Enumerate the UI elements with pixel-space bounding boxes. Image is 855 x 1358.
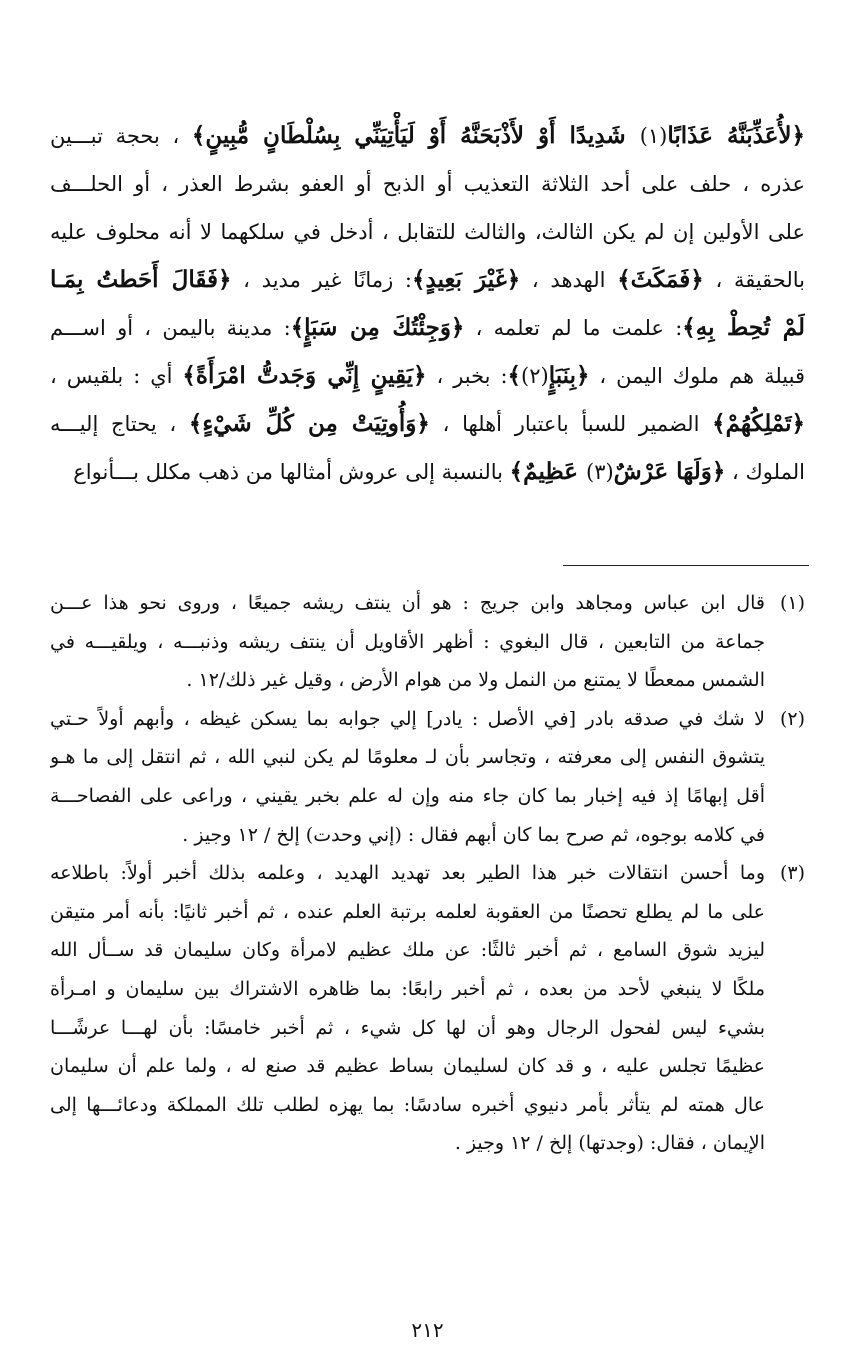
commentary-text: عذره ، حلف على أحد الثلاثة التعذيب أو الذبح أو العفو بشرط العذر ، أو الحلـــف: [50, 172, 805, 196]
quran-text: لَمْ تُحِطْ بِهِ﴾: [682, 314, 805, 341]
footnote-text: عظيمًا تجلس عليه ، و قد كان لسليمان بساط عظيم قد صنع له ، ولما علم أن سليمان: [50, 1055, 765, 1078]
footnote-number: (٣): [779, 862, 805, 885]
main-text-line: [50, 448, 805, 496]
quran-text: ﴿فَمَكَثَ﴾: [617, 266, 704, 293]
footnotes: [50, 584, 805, 1163]
footnote-text: بشيء ليس لفحول الرجال وهو أن لها كل شيء ، ثم أخبر خامسًا: بأن لهـــا عرشًـــا: [50, 1016, 765, 1039]
main-text-line: [50, 400, 805, 448]
page-number: ٢١٢: [411, 1318, 444, 1342]
footnote-text: أقل إبهامًا إذ فيه إخبار بما كان جاء منه وإن له علم بخبر يقيني ، وراعى على الفصاحـــة: [50, 784, 765, 807]
quran-text: ﴿غَيْرَ بَعِيدٍ﴾: [412, 266, 521, 293]
footnote-line: [50, 893, 805, 932]
footnote-line: [50, 1047, 805, 1086]
footnote-text: عال همته لم يتأثر بأمر دنيوي أخبره سادسًا: بما يهزه لطلب تلك المملكة ودعائـــها إلى: [50, 1093, 765, 1116]
quran-text: ﴾: [507, 362, 522, 389]
commentary-text: (٣): [585, 460, 614, 484]
commentary-text: (١): [639, 124, 668, 148]
commentary-text: : بخبر ،: [426, 364, 508, 388]
footnote-line: [50, 816, 805, 855]
quran-text: ﴿لأُعَذِّبَنَّهُ عَذَابًا: [667, 122, 805, 149]
quran-text: ﴿وَلَهَا عَرْشٌ: [613, 458, 726, 485]
footnote-text: على ما لم يطلع تحصنًا من العقوبة لعلمه برتبة العلم عنده ، ثم أخبر ثانيًا: بأنه أمر متيقن: [50, 900, 765, 923]
footnote-line: [50, 623, 805, 662]
commentary-text: ، يحتاج إليـــه: [50, 412, 189, 436]
main-text-line: [50, 160, 805, 208]
commentary-text: قبيلة هم ملوك اليمن ،: [589, 364, 805, 388]
commentary-text: أي : بلقيس ،: [50, 364, 183, 388]
quran-text: ﴿تَمْلِكُهُمْ﴾: [712, 410, 805, 437]
commentary-text: على الأولين إن لم يكن الثالث، والثالث للتقابل ، أدخل في سلكهما لا أنه محلوف عليه: [50, 220, 805, 244]
main-text-line: [50, 112, 805, 160]
footnote-line: [50, 661, 805, 700]
footnote-line: [50, 1124, 805, 1163]
quran-text: ﴿يَقِينٍ إِنِّي وَجَدتُّ امْرَأَةً﴾: [182, 362, 427, 389]
footnote-text: ملكًا لا ينبغي لأحد من بعده ، ثم أخبر رابعًا: بما ظاهره الاشتراك بين سليمان و امـرأة: [50, 977, 765, 1000]
main-text-line: [50, 304, 805, 352]
footnote-text: الإيمان ، فقال: (وجدتها) إلخ / ١٢ وجيز .: [454, 1132, 765, 1155]
footnote-line: [50, 738, 805, 777]
footnote-line: [50, 1086, 805, 1125]
commentary-text: : علمت ما لم تعلمه ،: [464, 316, 683, 340]
main-text-line: [50, 208, 805, 256]
footnote-text: الشمس ممعطًا لا يمتنع من النمل ولا من هوام الأرض ، وقيل غير ذلك/١٢ .: [186, 669, 765, 692]
footnote-divider: [563, 565, 809, 566]
commentary-text: الضمير للسبأ باعتبار أهلها ،: [429, 412, 713, 436]
commentary-text: ، بحجة تبـــين: [50, 124, 192, 148]
main-text: [50, 112, 805, 496]
footnote-text: ليزيد شوق السامع ، ثم أخبر ثالثًا: عن ملك عظيم لامرأة وكان سليمان قد ســأل الله: [50, 939, 765, 962]
footnote-line: [50, 931, 805, 970]
quran-text: ﴿وَأُوتِيَتْ مِن كُلِّ شَيْءٍ﴾: [188, 410, 430, 437]
quran-text: ﴿فَقَالَ أَحَطتُ بِمَـا: [50, 266, 232, 293]
footnote-line: [50, 854, 805, 893]
footnote-line: [50, 700, 805, 739]
quran-text: ﴿بِنَبَإٍ: [548, 362, 590, 389]
commentary-text: بالنسبة إلى عروش أمثالها من ذهب مكلل بـــأنواع: [73, 460, 510, 484]
footnote-text: لا شك في صدقه بادر [في الأصل : يادر] إلي جوابه بما يسكن غيظه ، وأبهم أولاً حـتي: [50, 707, 765, 730]
footnote-text: يتشوق النفس إلى معرفته ، وتجاسر بأن لـ معلومًا لم يكن لنبي الله ، ثم انتقل إلى ما هـو: [50, 746, 765, 769]
footnote-line: [50, 970, 805, 1009]
commentary-text: الملوك ،: [725, 460, 805, 484]
commentary-text: بالحقيقة ،: [703, 268, 805, 292]
footnote-text: قال ابن عباس ومجاهد وابن جريج : هو أن ينتف ريشه جميعًا ، وروى نحو هذا عـــن: [50, 592, 765, 614]
footnote-number: (١): [779, 592, 805, 614]
footnote-line: [50, 584, 805, 623]
footnote-line: [50, 1009, 805, 1048]
commentary-text: (٢): [521, 364, 549, 388]
commentary-text: الهدهد ،: [520, 268, 618, 292]
footnote-text: وما أحسن انتقالات خبر هذا الطير بعد تهديد الهديد ، وعلمه بذلك أخبر أولاً: باطلاعه: [50, 862, 765, 885]
commentary-text: : مدينة باليمن ، أو اســـم: [50, 316, 291, 340]
footnote-number: (٢): [779, 707, 805, 730]
quran-text: عَظِيمٌ﴾: [509, 458, 586, 485]
footnote-line: [50, 777, 805, 816]
quran-text: شَدِيدًا أَوْ لأَذْبَحَنَّهُ أَوْ لَيَأْتِيَنِّي بِسُلْطَانٍ مُّبِينٍ﴾: [191, 122, 640, 149]
main-text-line: [50, 256, 805, 304]
main-text-line: [50, 352, 805, 400]
footnote-text: جماعة من التابعين ، قال البغوي : أظهر الأقاويل أن ينتف ريشه وذنبـــه ، ويلقيـــه في: [50, 630, 765, 653]
footnote-text: في كلامه بوجوه، ثم صرح بما كان أبهم فقال : (إني وحدت) إلخ / ١٢ وجيز .: [182, 823, 765, 846]
commentary-text: : زمانًا غير مديد ،: [231, 268, 413, 292]
quran-text: ﴿وَجِئْتُكَ مِن سَبَإٍ﴾: [290, 314, 465, 341]
